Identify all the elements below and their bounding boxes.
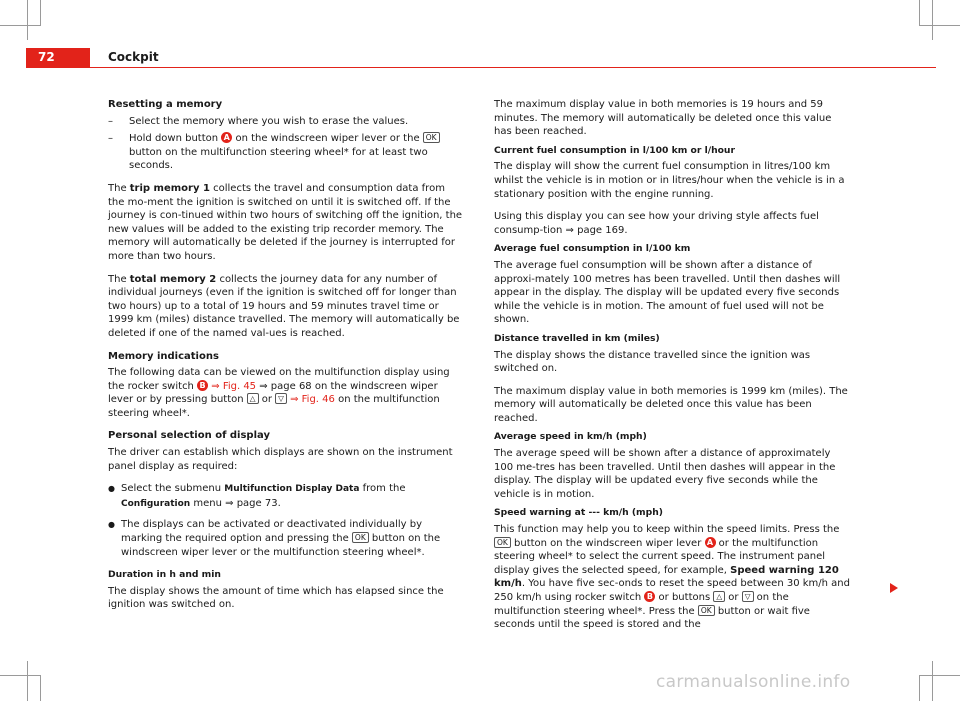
max-display-text: The maximum display value in both memories is 19 hours and 59 minutes. The memory will automatically be deleted once this value has been reached. [494,99,832,138]
memory-indications-paragraph: The following data can be viewed on the multifunction display using the rocker switch B ⇒ Fig. 45 ⇒ page 68 on the windscreen wiper lever or by pressing button △ or ▽ ⇒ Fig. 46 on the multifunction steering wheel*. [108,367,450,419]
section-title: Cockpit [108,50,159,64]
personal-selection-heading: Personal selection of display [108,430,270,442]
down-button-icon: ▽ [742,591,754,602]
down-button-icon: ▽ [275,393,287,404]
right-column [494,98,850,641]
header-rule [26,67,936,68]
current-consumption-text: The display will show the current fuel consumption in litres/100 km whilst the vehicle is in motion or in litres/hour when the vehicle is in a stationary position with the engine running. [494,161,845,200]
distance-text-2: The maximum display value in both memories is 1999 km (miles). The memory will automatically be deleted once this value has been reached. [494,385,848,424]
crop-mark [0,25,40,26]
average-consumption-heading: Average fuel consumption in l/100 km [494,243,691,255]
distance-heading: Distance travelled in km (miles) [494,332,660,344]
duration-text: The display shows the amount of time which has elapsed since the ignition was switched on. [108,585,444,611]
crop-mark [27,661,28,701]
badge-a: A [221,132,232,143]
crop-mark [40,675,41,701]
ok-key-icon: OK [423,132,440,143]
duration-heading: Duration in h and min [108,569,221,581]
current-consumption-text-2: Using this display you can see how your driving style affects fuel consump-tion ⇒ page 169. [494,211,819,236]
crop-mark [0,675,40,676]
bullet-icon: ● [108,520,115,530]
up-button-icon: △ [713,591,725,602]
reset-step-2: – Hold down button A on the windscreen wiper lever or the OK button on the multifunction steering wheel* for at least two seconds. [108,132,464,173]
reset-step-1: – Select the memory where you wish to erase the values. [108,115,409,127]
bullet-icon: ● [108,484,115,494]
fig-46-link[interactable]: ⇒ Fig. 46 [286,394,335,406]
bullet-item: ● The displays can be activated or deactivated individually by marking the required option and pressing the OK button on the windscreen wiper lever or the multifunction steering wheel*. [108,519,441,558]
ok-key-icon: OK [352,532,369,543]
speed-warning-heading: Speed warning at --- km/h (mph) [494,507,663,519]
crop-mark [932,661,933,701]
average-speed-text: The average speed will be shown after a distance of approximately 100 me-tres has been travelled. Until then dashes will appear in the display. The display will be updated every five seconds while the vehicle is in motion. [494,448,836,500]
watermark: carmanualsonline.info [656,672,851,692]
ok-key-icon: OK [494,537,511,548]
badge-a: A [705,537,716,548]
crop-mark [919,0,920,26]
page-number: 72 [38,50,55,64]
current-consumption-heading: Current fuel consumption in l/100 km or l/hour [494,144,735,156]
badge-b: B [197,380,208,391]
crop-mark [27,0,28,40]
continue-arrow-icon [890,583,898,593]
left-column [108,98,464,621]
average-consumption-text: The average fuel consumption will be shown after a distance of approxi-mately 100 metres has been travelled. Until then dashes will appear in the display. The display will be updated every five seconds while the vehicle is in motion. The amount of fuel used will not be shown. [494,259,841,326]
crop-mark [919,675,920,701]
distance-text: The display shows the distance travelled since the ignition was switched on. [494,349,811,375]
personal-selection-text: The driver can establish which displays are shown on the instrument panel display as required: [108,447,453,472]
bullet-item: ● Select the submenu Multifunction Display Data from the Configuration menu ⇒ page 73. [108,483,406,509]
trip-memory-paragraph: The trip memory 1 collects the travel and consumption data from the mo-ment the ignition is switched on until it is switched off. If the journey is con-tinued within two hours of switching off the ignition, the new values will be added to the existing trip recorder memory. The memory will automatically be deleted if the journey is interrupted for more than two hours. [108,182,463,262]
average-speed-heading: Average speed in km/h (mph) [494,431,647,443]
crop-mark [920,675,960,676]
crop-mark [932,0,933,40]
total-memory-paragraph: The total memory 2 collects the journey data for any number of individual journeys (even if the ignition is switched off for longer than two hours) up to a total of 19 hours and 59 minutes travel time or 1999 km (miles) distance travelled. The memory will automatically be deleted if one of the named val-ues is reached. [108,273,460,339]
ok-key-icon: OK [698,605,715,616]
up-button-icon: △ [247,393,259,404]
reset-heading: Resetting a memory [108,99,223,110]
memory-indications-heading: Memory indications [108,350,219,362]
page-number-block [26,48,90,68]
speed-warning-text: This function may help you to keep within the speed limits. Press the OK button on the windscreen wiper lever A or the multifunction steering wheel* to select the current speed. The instrument panel display gives the selected speed, for example, Speed warning 120 km/h. You have five sec-onds to reset the speed between 30 km/h and 250 km/h using rocker switch B or buttons △ or ▽ on the multifunction steering wheel*. Press the OK button or wait five seconds until the speed is stored and the [494,524,850,631]
crop-mark [40,0,41,26]
badge-b: B [644,591,655,602]
fig-45-link[interactable]: ⇒ Fig. 45 [208,380,257,392]
crop-mark [920,25,960,26]
